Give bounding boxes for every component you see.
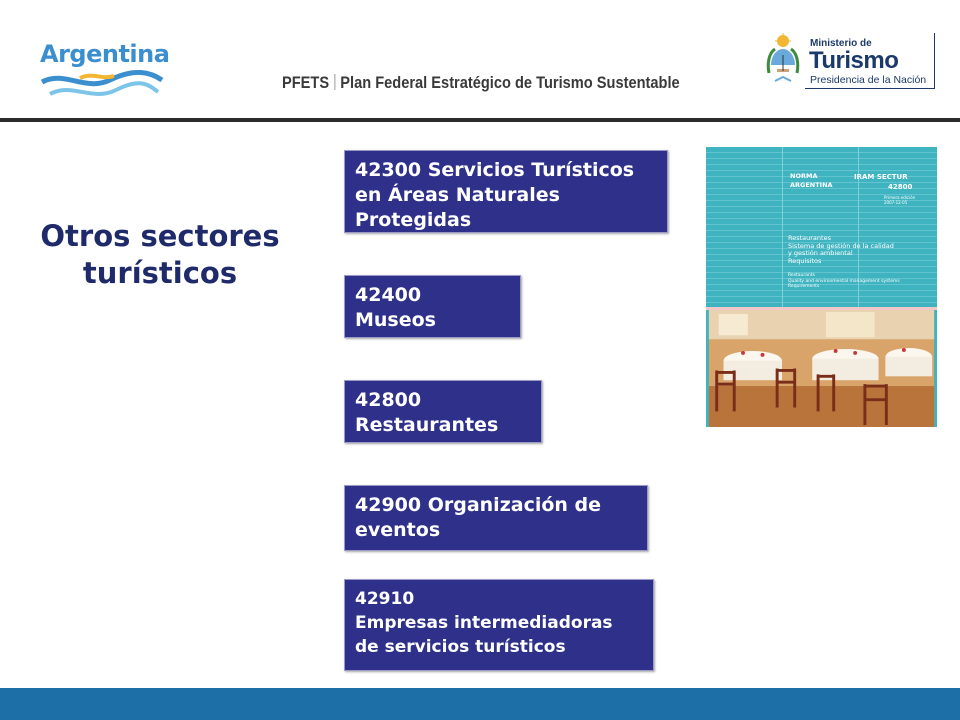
cover-norma-line: NORMA (790, 172, 818, 180)
header (0, 0, 960, 118)
plan-title (282, 73, 680, 93)
box-line: de servicios turísticos (355, 637, 566, 657)
standard-box-42300 (344, 150, 668, 233)
cover-iram-text (854, 172, 912, 192)
box-line: eventos (355, 519, 441, 541)
box-line: 42910 (355, 589, 415, 609)
ministry-line-2: Turismo (809, 47, 899, 74)
ministry-line-3: Presidencia de la Nación (810, 74, 927, 86)
restaurant-photo (706, 307, 937, 427)
cover-iram-line: IRAM SECTUR (854, 173, 908, 181)
box-line: 42800 (355, 389, 422, 411)
norm-cover-image (706, 147, 937, 427)
header-divider (0, 118, 960, 122)
cover-iram-number: 42800 (888, 183, 913, 191)
plan-name: Plan Federal Estratégico de Turismo Sustentable (340, 73, 680, 92)
cover-english-text (788, 273, 900, 290)
box-line: en Áreas Naturales (355, 184, 560, 206)
box-line: 42900 Organización de (355, 494, 602, 516)
cover-english-line: Quality and environmental management systems (788, 278, 900, 284)
section-title-line-1: Otros sectores (40, 219, 280, 253)
cover-title-line: Restaurantes (788, 234, 831, 242)
section-title (20, 218, 300, 292)
cover-edition-text (884, 195, 915, 205)
cover-title-line: Sistema de gestión de la calidad (788, 241, 894, 250)
box-line: Museos (355, 309, 436, 331)
cover-english-line: Restaurants (788, 273, 815, 278)
cover-rule (782, 147, 783, 307)
box-line: Protegidas (355, 209, 472, 231)
argentina-logo (40, 40, 170, 110)
cover-title-line: Requisitos (788, 256, 822, 265)
section-title-line-2: turísticos (82, 256, 238, 290)
box-line: Restaurantes (355, 414, 499, 436)
cover-title-line: y gestión ambiental (788, 249, 853, 257)
coat-of-arms-icon (765, 33, 801, 85)
cover-norma-line: ARGENTINA (790, 181, 833, 189)
standard-box-42910 (344, 579, 654, 671)
argentina-waves-icon (40, 70, 165, 106)
box-line: Empresas intermediadoras (355, 613, 613, 633)
plan-abbr: PFETS (282, 73, 330, 92)
cover-edition-line: Primera edición (884, 195, 916, 200)
cover-edition-date: 2007-12-05 (884, 200, 908, 205)
standard-box-42900 (344, 485, 648, 551)
ministry-line-1: Ministerio de (810, 38, 872, 49)
box-line: 42300 Servicios Turísticos (355, 159, 635, 181)
cover-english-line: Requirements (788, 284, 820, 289)
footer-bar (0, 688, 960, 720)
standard-box-42400 (344, 275, 521, 338)
cover-norma-text (790, 172, 833, 190)
ministry-logo (765, 33, 935, 93)
cover-title-text (788, 235, 894, 265)
box-line: 42400 (355, 284, 422, 306)
standard-box-42800 (344, 380, 542, 443)
plan-title-separator (334, 74, 335, 90)
argentina-logo-text: Argentina (40, 40, 170, 68)
